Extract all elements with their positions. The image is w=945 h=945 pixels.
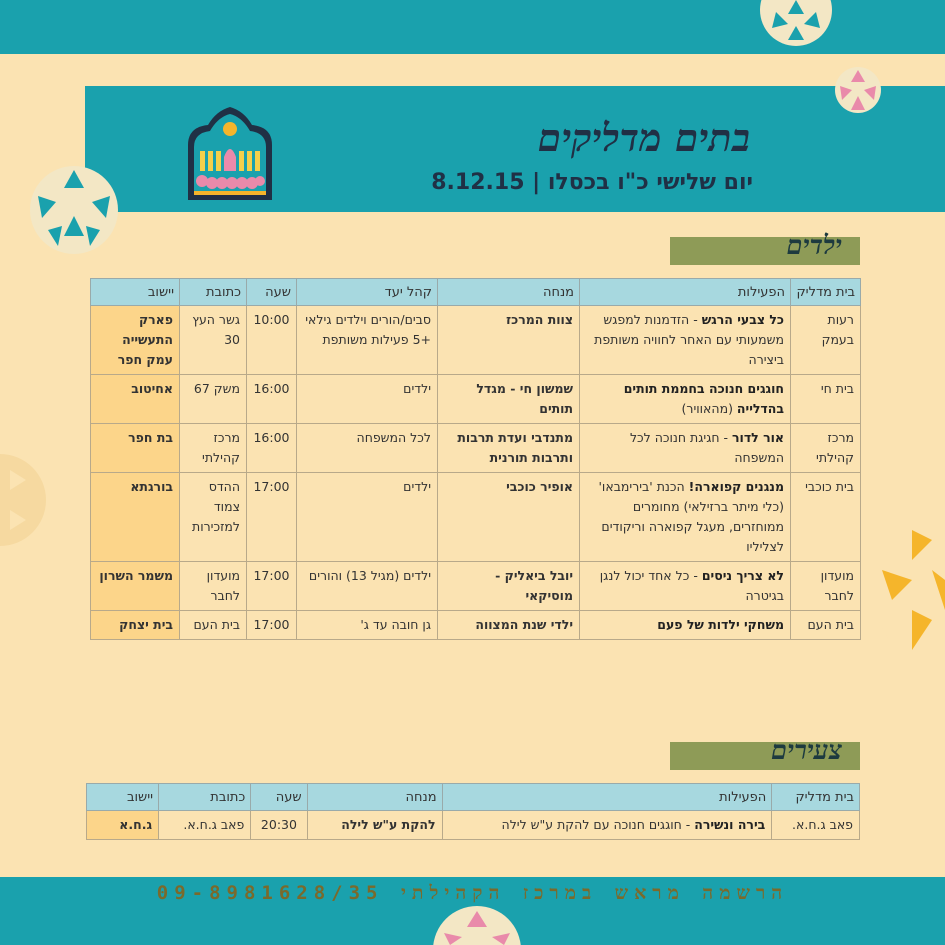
house-cell: בית העם — [791, 611, 861, 640]
time-cell: 16:00 — [247, 375, 297, 424]
town-cell: בורגתא — [91, 473, 180, 562]
activity-cell — [580, 424, 791, 473]
time-cell: 17:00 — [247, 473, 297, 562]
column-header: בית מדליק — [772, 784, 860, 811]
kids-section-title: ילדים — [786, 231, 842, 261]
column-header: שעה — [251, 784, 307, 811]
registration-footer: הרשמה מראש במרכז הקהילתי 09-8981628/35 — [156, 882, 789, 904]
column-header: יישוב — [87, 784, 159, 811]
activity-cell — [580, 473, 791, 562]
ornament-pink-icon — [834, 66, 882, 114]
audience-cell: גן חובה עד ג' — [297, 611, 438, 640]
host-cell: מתנדבי ועדת תרבות ותרבות תורנית — [438, 424, 580, 473]
youth-section-title: צעירים — [771, 736, 842, 766]
menorah-icon — [182, 105, 278, 203]
column-header: מנחה — [438, 279, 580, 306]
audience-cell: ילדים (מגיל 13) והורים — [297, 562, 438, 611]
address-cell: משק 67 — [180, 375, 247, 424]
table-row — [91, 473, 861, 562]
ornament-left-icon — [28, 166, 120, 254]
address-cell: מרכז קהילתי — [180, 424, 247, 473]
audience-cell: לכל המשפחה — [297, 424, 438, 473]
house-cell: רעות בעמק — [791, 306, 861, 375]
time-cell: 17:00 — [247, 611, 297, 640]
activity-description: - חגיגת חנוכה לכל המשפחה — [629, 430, 784, 465]
town-cell: משמר השרון — [91, 562, 180, 611]
youth-section-tag — [670, 736, 860, 770]
host-cell: להקת ע"ש לילה — [307, 811, 442, 840]
house-cell: בית חי — [791, 375, 861, 424]
town-cell: בת חפר — [91, 424, 180, 473]
column-header: כתובת — [159, 784, 251, 811]
table-row — [91, 306, 861, 375]
activity-name: חוגגים חנוכה בחממת תותים בהדלייה — [623, 381, 784, 416]
activity-name: משחקי ילדות של פעם — [657, 617, 784, 632]
column-header: כתובת — [180, 279, 247, 306]
activity-description: - חוגגים חנוכה עם להקת ע"ש לילה — [501, 817, 695, 832]
activity-description: - כל אחד יכול לנגן בגיטרה — [599, 568, 784, 603]
kids-schedule-table — [90, 278, 861, 640]
activity-name: לא צריך ניסים — [701, 568, 784, 583]
table-row — [91, 375, 861, 424]
activity-name: אור לדור — [732, 430, 784, 445]
column-header: קהל יעד — [297, 279, 438, 306]
table-row — [91, 611, 861, 640]
ornament-right-yellow-icon — [872, 520, 945, 670]
column-header: הפעילות — [442, 784, 772, 811]
address-cell: מועדון לחבר — [180, 562, 247, 611]
audience-cell: סבים/הורים וילדים גילאי +5 פעילות משותפת — [297, 306, 438, 375]
page-title: בתים מדליקים — [537, 115, 750, 160]
host-cell: יובל ביאליק - מוסיקאי — [438, 562, 580, 611]
activity-description: - הזדמנות למפגש משמעותי עם האחר לחוויה משותפת ביצירה — [594, 312, 784, 367]
house-cell: בית כוכבי — [791, 473, 861, 562]
activity-name: בירה ונשירה — [694, 817, 766, 832]
table-row — [91, 424, 861, 473]
address-cell: בית העם — [180, 611, 247, 640]
time-cell: 17:00 — [247, 562, 297, 611]
kids-section-tag — [670, 231, 860, 265]
kids-header-row — [91, 279, 861, 306]
youth-schedule-table — [86, 783, 860, 840]
audience-cell: ילדים — [297, 375, 438, 424]
activity-cell — [580, 562, 791, 611]
time-cell: 20:30 — [251, 811, 307, 840]
ornament-bottom-icon — [432, 905, 522, 945]
house-cell: מרכז קהילתי — [791, 424, 861, 473]
table-row — [91, 562, 861, 611]
ornament-top-icon — [760, 0, 832, 50]
column-header: יישוב — [91, 279, 180, 306]
activity-name: מנגנים קפוארה! — [688, 479, 784, 494]
activity-description: (מהאוויר) — [681, 401, 737, 416]
ornament-left-faint-icon — [0, 440, 46, 560]
column-header: בית מדליק — [791, 279, 861, 306]
youth-header-row — [87, 784, 860, 811]
time-cell: 10:00 — [247, 306, 297, 375]
town-cell: פארק התעשייה עמק חפר — [91, 306, 180, 375]
host-cell: שמשון חי - מגדל תותים — [438, 375, 580, 424]
activity-cell — [580, 375, 791, 424]
audience-cell: ילדים — [297, 473, 438, 562]
host-cell: אופיר כוכבי — [438, 473, 580, 562]
host-cell: צוות המרכז — [438, 306, 580, 375]
address-cell: גשר העץ 30 — [180, 306, 247, 375]
time-cell: 16:00 — [247, 424, 297, 473]
activity-cell — [442, 811, 772, 840]
host-cell: ילדי שנת המצווה — [438, 611, 580, 640]
activity-cell — [580, 306, 791, 375]
activity-cell — [580, 611, 791, 640]
table-row — [87, 811, 860, 840]
house-cell: מועדון לחבר — [791, 562, 861, 611]
town-cell: אחיטוב — [91, 375, 180, 424]
activity-description: הכנת 'בירימבאו' (כלי מיתר ברזילאי) מחומרים ממוחזרים, מעגל קפוארה וריקודים לצליליו — [598, 479, 784, 554]
column-header: שעה — [247, 279, 297, 306]
town-cell: בית יצחק — [91, 611, 180, 640]
event-date: יום שלישי כ"ו בכסלו | 8.12.15 — [431, 170, 753, 195]
address-cell: ההדס צמוד למזכירות — [180, 473, 247, 562]
address-cell: פאב ג.ח.א. — [159, 811, 251, 840]
column-header: מנחה — [307, 784, 442, 811]
town-cell: ג.ח.א — [87, 811, 159, 840]
activity-name: כל צבעי הרגש — [701, 312, 784, 327]
house-cell: פאב ג.ח.א. — [772, 811, 860, 840]
column-header: הפעילות — [580, 279, 791, 306]
